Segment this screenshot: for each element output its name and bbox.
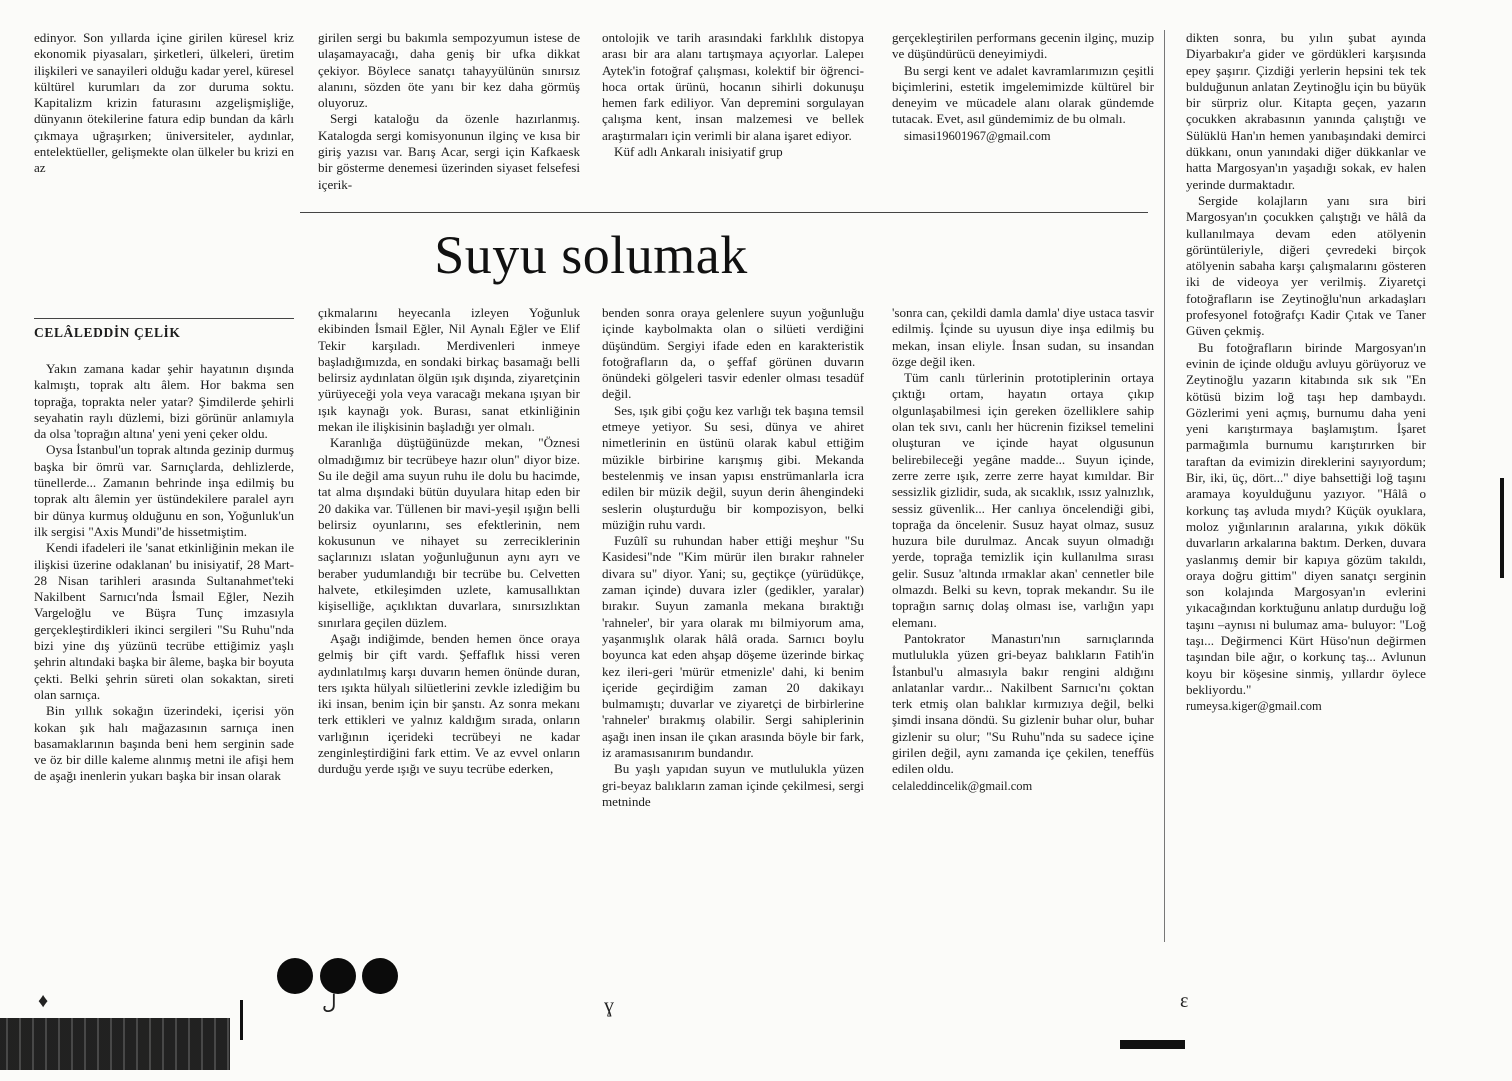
paragraph: Karanlığa düştüğünüzde mekan, "Öznesi olmadığımız bir tecrübeye hazır olun" diyor bize. Su ile değil ama suyun ruhu ile dolu bu hacimde, tat alma dışındaki bütün duyulara hitap eden bir 20 dakika var. Tüllenen bir mavi-yeşil ışığın belli belirsiz oyunlarını, ses efektlerinin, nem kokusunun ve nihayet su zerreciklerinin saçlarınızı ıslatan yoğunluğunun aynı ayrı ve beraber yudumlandığı bir tecrübe bu. Celvetten halvete, etkileşimden uzlete, kamusallıktan kişiselliğe, açıklıktan duvarlara, sınırsızlıktan sınırlara geçilen düzlem. <box>318 435 580 630</box>
paragraph: Bu yaşlı yapıdan suyun ve mutlulukla yüzen gri-beyaz balıkların zaman içinde çekilmesi, sergi metninde <box>602 761 864 809</box>
scan-noise-strip <box>0 1018 230 1070</box>
punch-hole <box>277 958 313 994</box>
paragraph: Oysa İstanbul'un toprak altında gezinip durmuş başka bir ömrü var. Sarnıçlarda, dehlizlerde, tünellerde... Zamanın behrinde inşa edilmiş bu toprak altı âlemin yer üstündekilere paralel ayrı bir dünya kurmuş olduğunu en son, Yoğunluk'un ilk sergisi "Axis Mundi"de hissetmiştim. <box>34 442 294 539</box>
punch-hole <box>320 958 356 994</box>
prev-article-text: gerçekleştirilen performans gecenin ilginç, muzip ve düşündürücü deneyimiydi. <box>892 30 1154 62</box>
paragraph: Bin yıllık sokağın üzerindeki, içerisi yön kokan şık halı mağazasının sarnıça inen basamaklarının başında beni hem serginin sade ve öz bir dille kaleme alınmış metni ile afişi hem de aşağı inenlerin yukarı başka bir insan olarak <box>34 703 294 784</box>
article-title: Suyu solumak <box>434 225 748 285</box>
article-column-1 <box>34 361 294 955</box>
side-article-email: rumeysa.kiger@gmail.com <box>1186 699 1322 714</box>
prev-article-col-4 <box>892 30 1154 202</box>
side-article-column <box>1186 30 1426 946</box>
paragraph: Fuzûlî su ruhundan haber ettiği meşhur "Su Kasidesi"nde "Kim mürür ilen bırakır rahneler divara su" diyor. Yani; su, geçtikçe (yürüdükçe, zaman içinde) duvara izler (gedikler, yaralar) bırakır. Suyun zamanla mekana bıraktığı 'rahneler', bir yara olarak mı bilmiyorum ama, yaşanmışlık olarak hâlâ orada. Sarnıcı boylu boyunca kat eden ahşap döşeme üzerinde birkaç kez ileri-geri 'mürür etmenizle' dahi, ki benim içeride geçirdiğim zaman 20 dakikayı bulmamıştı; duvarlar ve ziyaretçi de birbirlerine 'rahneler' bırakmış olabilir. Sergi sahiplerinin aşağı inen insan ile çıkan arasında böyle bir fark, iz aramasısanırım bundandır. <box>602 533 864 761</box>
prev-article-email: simasi19601967@gmail.com <box>904 128 1051 143</box>
top-rule <box>300 212 1148 213</box>
prev-article-text: edinyor. Son yıllarda içine girilen küresel kriz ekonomik piyasaları, şirketleri, ülkeleri, üretim ilişkileri ve sanayileri olduğu kadar yerel, küresel kültürel kurumları da zor duruma soktu. Kapitalizm krizin faturasını azgelişmişliğe, dünyanın ötekilerine fatura edip bundan da kârlı çıkmaya uğraşırken; üniversiteler, aydınlar, entelektüeller, gelişmekte olan ülkeler bu krizi en az <box>34 30 294 176</box>
article-column-4 <box>892 305 1154 955</box>
paragraph: Bu fotoğrafların birinde Margosyan'ın evinin de içinde olduğu avluyu görüyoruz ve Zeytinoğlu yazarın kitabında sık sık "En kötüsü bizim loğ taşı hep dambaydı. Gözlerimi yeni açmış, burnumu daha yeni yeni karıştırmaya başlamıştım. İşaret parmağımla burnumu karıştırırken bir taraftan da evimizin direklerini sayıyordum; Bir, iki, üç, dört..." diye bahsettiği loğ taşını aramaya koyulduğunu yazıyor. "Hâlâ o korkunç taş avluda mıydı? Küçük oyuklara, moloz yığınlarının aralarına, yıkık dökük duvarların arkalarına baktım. Derken, duvara yaslanmış demir bir kapıya gözüm takıldı, oraya doğru gittim" diyen sanatçı serginin son kolajında Margosyan'ın evlerini yıkacağından korktuğunu anlatıp durduğu loğ taşını –aynısı ni bulumaz ama- buluyor: "Loğ taşı... Değirmenci Kürt Hüso'nun değirmen taşından bile ağır, o korkunç taş... Avlunun koyu bir köşesine sinmiş, yıllardır öylece bekliyordu." <box>1186 339 1426 697</box>
scan-noise-mark <box>1120 1040 1185 1049</box>
margin-mark: ♦ <box>38 990 49 1012</box>
margin-mark: ɛ <box>1180 990 1189 1012</box>
prev-article-text: girilen sergi bu bakımla sempozyumun istese de ulaşamayacağı, daha geniş bir ufka dikkat çekiyor. Böylece sanatçı tahayyülünün sınırsız alanını, sözden öte yanı bir kez daha görmüş oluyoruz. <box>318 30 580 111</box>
prev-article-text: Sergi kataloğu da özenle hazırlanmış. Katalogda sergi komisyonunun ilginç ve kısa bir giriş yazısı var. Barış Acar, sergi için Kafkaesk bir gösterme denemesi üzerinden siyaset felsefesi içerik- <box>318 111 580 192</box>
author-email: celaleddincelik@gmail.com <box>892 778 1033 793</box>
paragraph: 'sonra can, çekildi damla damla' diye ustaca tasvir edilmiş. İçinde su uyusun diye inşa edilmiş bu mekan, insan eliyle. İnsan sudan, su insandan özge değil iken. <box>892 305 1154 369</box>
paragraph: Kendi ifadeleri ile 'sanat etkinliğinin mekan ile ilişkisi üzerine odaklanan' bu inisiyatif, 28 Mart-28 Nisan tarihleri arasında Sultanahmet'teki Nakilbent Sarnıcı'nda İsmail Eğler, Nezih Vargeloğlu ve Büşra Tunç imzasıyla gerçekleştirdikleri ikinci sergileri "Su Ruhu"nda bizi yine dış yüzünü tecrübe ettiğimiz yaşlı şehrin altındaki başka bir âleme, başka bir boyuta çekti. Belki şehrin süreti olan sokaktan, sireti olan sarnıça. <box>34 540 294 702</box>
punch-hole <box>362 958 398 994</box>
scan-noise-mark <box>240 1000 243 1040</box>
article-column-2 <box>318 305 580 955</box>
paragraph: Pantokrator Manastırı'nın sarnıçlarında mutlulukla yüzen gri-beyaz balıkların Fatih'in İstanbul'u almasıyla bakır rengini aldığını anlatanlar vardır... Nakilbent Sarnıcı'nı çoktan terk etmiş olan balıklar kırmızıya değil, belki şimdi insana döndü. Su gizlenir buhar olur, buhar gizlenir su olur; "Su Ruhu"nda su sadece içine girilen değil, aynı zamanda içe çekilen, teneffüs edilen oldu. <box>892 630 1154 777</box>
margin-mark: ɣ <box>604 995 614 1017</box>
paragraph: dikten sonra, bu yılın şubat ayında Diyarbakır'a gider ve gördükleri karşısında epey şaşırır. Çizdiği yerlerin hepsini tek tek bulduğunun anlatan Zeytinoğlu için bu büyük bir sürpriz olur. Kitapta geçen, yazarın çocukken akrabasının yanında çalıştığı ve Sülüklü Han'ın hemen yanıbaşındaki demirci dükkanı, onun yanındaki diğer dükkanlar ve hatta Margosyan'ın yaşadığı sokak, ev halen yerinde durmaktadır. <box>1186 30 1426 192</box>
paragraph: Tüm canlı türlerinin prototiplerinin ortaya çıktığı ortam, hayatın ortaya çıkıp olgunlaşabilmesi için gereken özelliklere sahip olan tek sıvı, canlı her hücrenin fiziksel temelini oluşturan ve içinde hayat olgusunun belirebileceği yegâne madde... Suyun içinde, zerre zerre ışık, zerre zerre hayat kımıldar. Bir sessizlik gizlidir, suda, ak sıcaklık, ıssız yalnızlık, sessiz güvenlik... Her canlıya öncelendiği gibi, toprağa da öncelenir. Susuz hayat olmaz, susuz huzura bile durulmaz. Ancak suyun olmadığı yerde, toprağa temizlik için kullanılma sırası gelir. Susuz 'altında ırmaklar akan' cennetler bile olmazdı. Belki su kevn, toprak mekandır. Su ile toprağın sarnıç dolaş olması ise, varlığın yapı elemanı. <box>892 370 1154 630</box>
article-column-3 <box>602 305 864 955</box>
scan-noise-mark <box>1500 478 1504 578</box>
prev-article-col-1 <box>34 30 294 202</box>
paragraph: Ses, ışık gibi çoğu kez varlığı tek başına temsil etmeye yetiyor. Su sesi, dünya ve ahiret nimetlerinin en üstünü olarak kabul ettiğim müzikle birbirine karışmış gibi. Mekanda bestelenmiş ve insan yapısı enstrümanlarla icra edilen bir müzik değil, suyun derin âhengindeki seslerin oluşturduğu bir kompozisyon, belki müziğin ruhu vardı. <box>602 402 864 532</box>
author-byline: CELÂLEDDİN ÇELİK <box>34 325 181 340</box>
paragraph: benden sonra oraya gelenlere suyun yoğunluğu içinde kaybolmakta olan o silüeti verdiğini düşündüm. Sergiyi ifade eden en karakteristik fotoğrafların da, o şeffaf görünen duvarın önündeki gölgeleri tasvir edenler olması tesadüf değil. <box>602 305 864 402</box>
paragraph: Yakın zamana kadar şehir hayatının dışında kalmıştı, toprak altı âlem. Hor bakma sen toprağa, toprakta neler yatar? Şimdilerde şehirli seyahatin raylı düzlemi, bizi görünür anlamıyla da olsa 'toprağın altına' yeni yeni çeker oldu. <box>34 361 294 442</box>
prev-article-col-3 <box>602 30 864 202</box>
prev-article-text: Bu sergi kent ve adalet kavramlarımızın çeşitli biçimlerini, estetik imgelemimizde kültürel bir deneyim ve mücadele alanı olarak gündemde tutacak. Evet, asıl gündemimiz de bu olmalı. <box>892 62 1154 127</box>
paragraph: Aşağı indiğimde, benden hemen önce oraya gelmiş bir çift vardı. Şeffaflık hissi veren aydınlatılmış karşı duvarın hemen önünde duran, ters ışıkta hülyalı silüetlerini zevkle izlediğim bu iki insan, benim için bir şanstı. Az sonra mekanı terk ettikleri ve yalnız kaldığım sırada, onların varlığının içerideki tecrübeyi ne kadar zenginleştirdiğini fark ettim. Ve az evvel onların durduğu yerde ışığı ve suyu tecrübe ederken, <box>318 630 580 777</box>
paragraph: çıkmalarını heyecanla izleyen Yoğunluk ekibinden İsmail Eğler, Nil Aynalı Eğler ve Elif Tekir karşıladı. Merdivenleri inmeye başladığımızda, en sondaki birkaç basamağı belli belirsiz aydınlatan ölgün ışık dışında, ziyaretçinin yürüyeceği yola veya varacağı mekana ışıyan bir ışık kaynağı yok. Burası, sanat etkinliğinin mekan ile ilişkisinin başladığı yer olmalı. <box>318 305 580 435</box>
paragraph: Sergide kolajların yanı sıra biri Margosyan'ın çocukken çalıştığı ve hâlâ da kullanılmaya devam eden atölyenin görüntüleriyle, diğeri çevredeki birçok atölyenin sabaha karşı çalışmalarını gösteren iki de videoya yer verilmiş. Ziyaretçi fotoğrafların ise Zeytinoğlu'nun arkadaşları profesyonel fotoğrafçı Kadir Çıtak ve Taner Güven çekmiş. <box>1186 192 1426 339</box>
prev-article-text: Küf adlı Ankaralı inisiyatif grup <box>614 144 783 160</box>
margin-mark: ﻝ <box>322 992 337 1014</box>
prev-article-text: ontolojik ve tarih arasındaki farklılık distopya arası bir ara alanı tartışmaya açıyorlar. Lalepeı Aytek'in fotoğraf çalışması, kolektif bir öğrenci-hoca ortak ürünü, hocanın sihirli dokunuşu hemen fark ediliyor. Van depremini sorgulayan çalışma kent, insan malzemesi ve bellek araştırmaları için verimli bir alana işaret ediyor. <box>602 30 864 143</box>
prev-article-col-2 <box>318 30 580 202</box>
byline-rule <box>34 318 294 319</box>
side-column-rule <box>1164 30 1165 942</box>
